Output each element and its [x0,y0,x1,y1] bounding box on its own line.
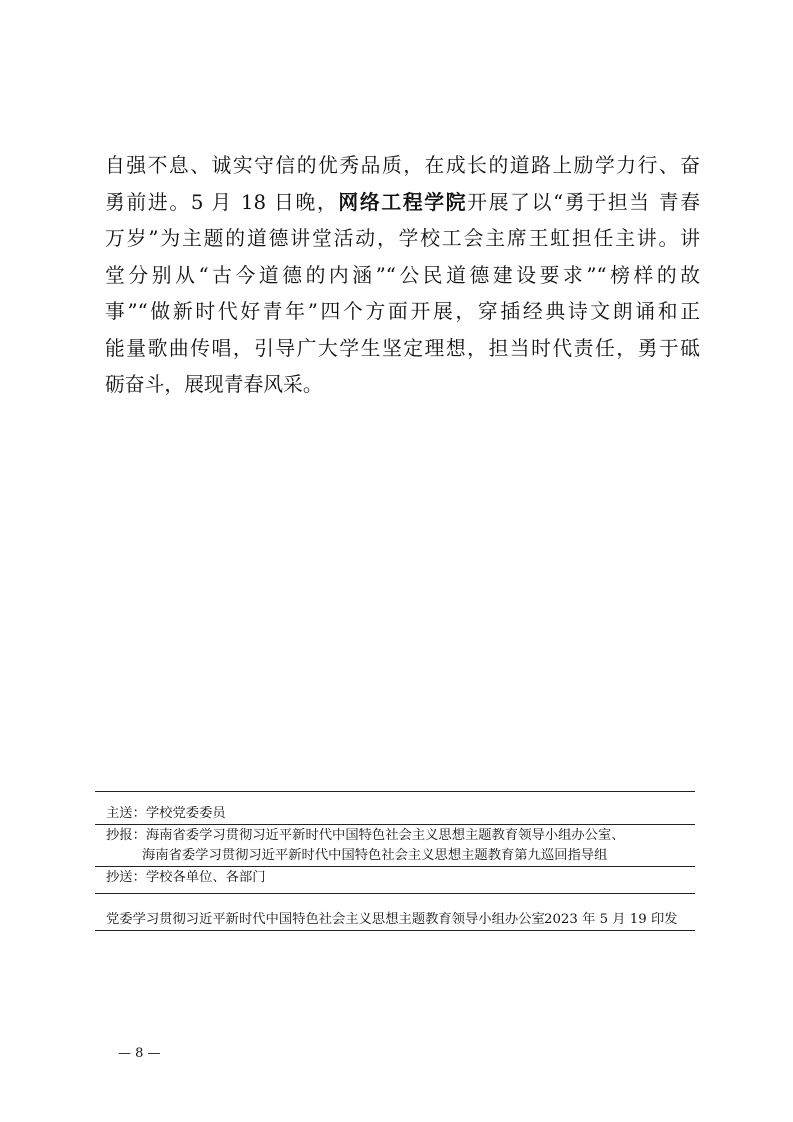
report-to-continued: 海南省委学习贯彻习近平新时代中国特色社会主义思想主题教育第九巡回指导组 [142,848,608,863]
distribution-top-rule [95,791,695,792]
college-name: 网络工程学院 [338,190,468,214]
body-line: 勇前进。5 月 18 日晚，网络工程学院开展了以“勇于担当 青春 [105,190,700,214]
body-line: 万岁”为主题的道德讲堂活动，学校工会主席王虹担任主讲。讲 [105,227,700,250]
body-line: 砺奋斗，展现青春风采。 [105,373,323,396]
body-line: 自强不息、诚实守信的优秀品质，在成长的道路上励学力行、奋 [105,154,700,177]
copy-to: 抄送：学校各单位、各部门 [106,870,266,885]
footer-bottom-rule [95,930,695,931]
body-line: 事”“做新时代好青年”四个方面开展，穿插经典诗文朗诵和正 [105,300,700,323]
divider [95,824,695,825]
body-line: 堂分别从“古今道德的内涵”“公民道德建设要求”“榜样的故 [105,263,700,287]
footer-top-rule [95,893,695,894]
report-to: 抄报：海南省委学习贯彻习近平新时代中国特色社会主义思想主题教育领导小组办公室、 [106,828,625,843]
page-number: — 8 — [118,1046,161,1061]
main-recipients: 主送：学校党委委员 [106,806,226,821]
issuing-office: 党委学习贯彻习近平新时代中国特色社会主义思想主题教育领导小组办公室 [106,912,545,927]
issue-date: 2023 年 5 月 19 印发 [544,912,678,927]
body-line: 能量歌曲传唱，引导广大学生坚定理想，担当时代责任，勇于砥 [105,336,700,360]
divider [95,866,695,867]
body-paragraph [105,148,700,404]
